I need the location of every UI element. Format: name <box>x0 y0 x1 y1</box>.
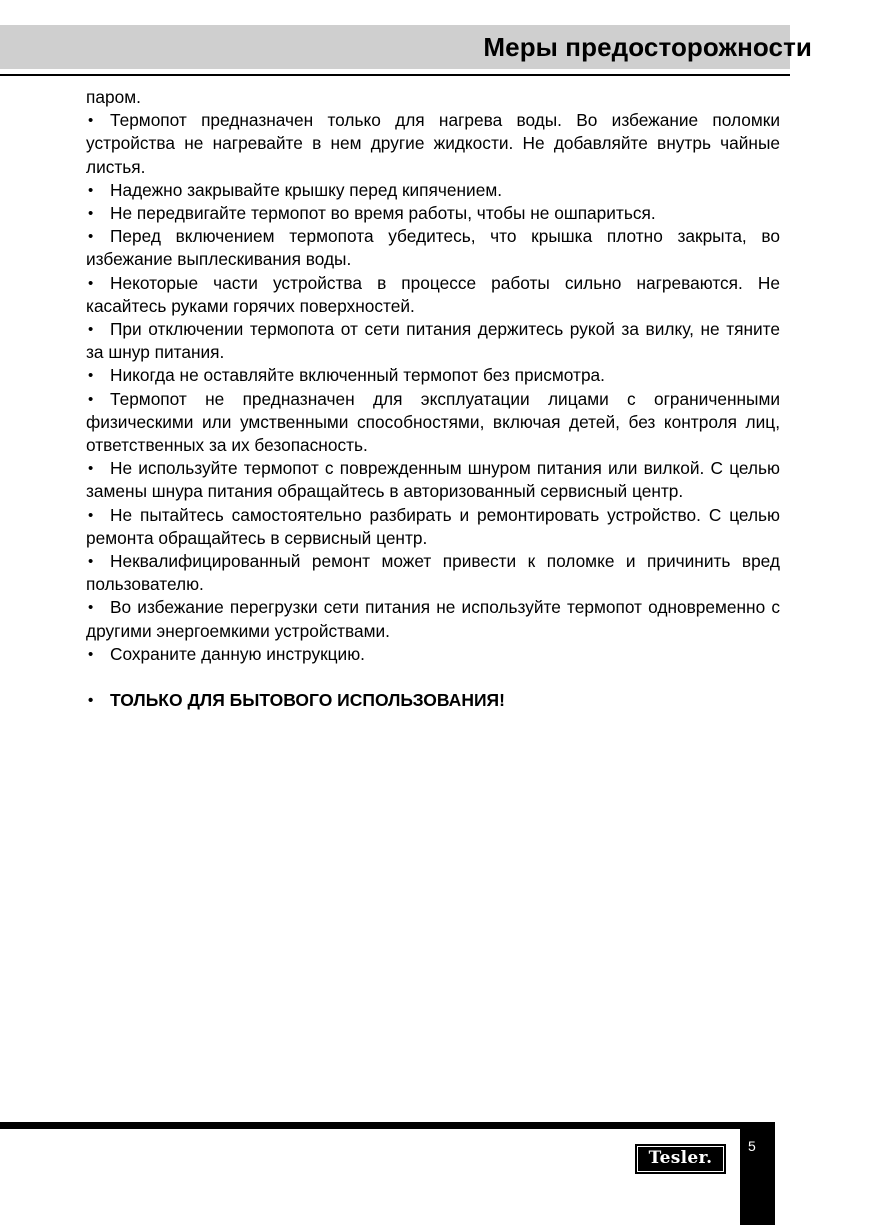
brand-logo <box>635 1144 726 1174</box>
list-item <box>86 202 780 225</box>
list-item-text: Надежно закрывайте крышку перед кипячением. <box>110 179 503 200</box>
bullet-icon: • <box>88 390 94 408</box>
list-item <box>86 318 780 364</box>
list-item <box>86 596 780 642</box>
bullet-icon: • <box>88 506 94 524</box>
list-item-text: Никогда не оставляйте включенный термопот без присмотра. <box>110 365 605 386</box>
list-item-text: Термопот предназначен только для нагрева воды. Во избежание поломки устройства не нагревайте в нем другие жидкости. Не добавляйте внутрь чайные листья. <box>86 110 780 177</box>
list-item <box>86 643 780 666</box>
list-item-text: Не используйте термопот с поврежденным шнуром питания или вилкой. С целью замены шнура питания обращайтесь в авторизованный сервисный центр. <box>86 458 780 502</box>
list-item-text: Перед включением термопота убедитесь, что крышка плотно закрыта, во избежание выплескивания воды. <box>86 226 780 270</box>
bullet-icon: • <box>88 645 94 663</box>
header-divider <box>0 74 790 76</box>
footer-divider <box>0 1122 775 1129</box>
bullet-icon: • <box>88 367 94 385</box>
bullet-icon: • <box>88 274 94 292</box>
list-item <box>86 109 780 179</box>
list-item-text: Не передвигайте термопот во время работы, чтобы не ошпариться. <box>110 203 656 224</box>
page-title: Меры предосторожности <box>483 32 812 62</box>
household-use-notice-text: ТОЛЬКО ДЛЯ БЫТОВОГО ИСПОЛЬЗОВАНИЯ! <box>110 690 505 711</box>
list-item-text: Термопот не предназначен для эксплуатации лицами с ограниченными физическими или умственными способностями, включая детей, без контроля лиц, ответственных за их безопасность. <box>86 388 780 456</box>
list-item <box>86 364 780 387</box>
bullet-icon: • <box>88 460 94 478</box>
household-use-notice <box>86 689 780 712</box>
list-item <box>86 272 780 318</box>
bullet-icon: • <box>88 321 94 339</box>
brand-logo-text: Tesler. <box>637 1146 724 1172</box>
page-number: 5 <box>748 1138 756 1154</box>
list-item <box>86 388 780 458</box>
list-item-text: При отключении термопота от сети питания держитесь рукой за вилку, не тяните за шнур питания. <box>86 319 780 363</box>
list-item-text: Не пытайтесь самостоятельно разбирать и ремонтировать устройство. С целью ремонта обращайтесь в сервисный центр. <box>86 504 780 548</box>
bullet-icon: • <box>88 692 94 710</box>
precautions-content <box>86 86 780 712</box>
list-item <box>86 457 780 503</box>
bullet-icon: • <box>88 181 94 199</box>
list-item-text: Неквалифицированный ремонт может привести к поломке и причинить вред пользователю. <box>86 551 780 595</box>
bullet-icon: • <box>88 553 94 571</box>
list-item <box>86 504 780 550</box>
bullet-icon: • <box>88 599 94 617</box>
list-item-text: Некоторые части устройства в процессе работы сильно нагреваются. Не касайтесь руками горячих поверхностей. <box>86 272 780 316</box>
list-item-text: Во избежание перегрузки сети питания не используйте термопот одновременно с другими энергоемкими устройствами. <box>86 597 780 641</box>
page-number-tab <box>740 1122 775 1225</box>
bullet-icon: • <box>88 205 94 223</box>
list-item <box>86 179 780 202</box>
list-item-text: Сохраните данную инструкцию. <box>110 643 365 664</box>
intro-continuation: паром. <box>86 87 141 107</box>
list-item <box>86 550 780 596</box>
list-item <box>86 225 780 271</box>
bullet-icon: • <box>88 228 94 246</box>
bullet-icon: • <box>88 112 94 130</box>
